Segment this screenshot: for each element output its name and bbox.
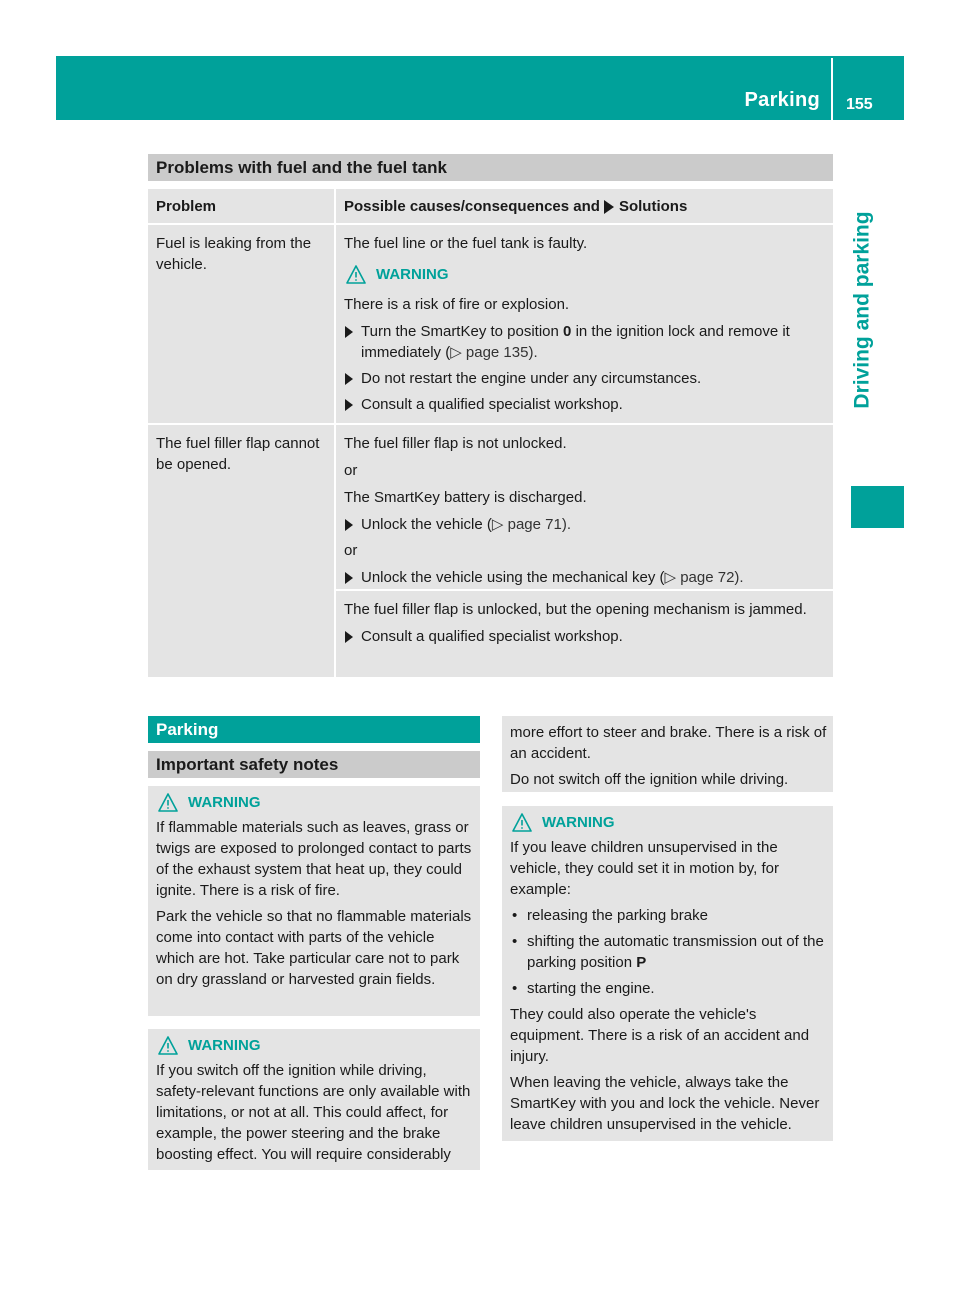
warning-box-2-continued [502,716,833,792]
warning-box-2 [148,1029,480,1170]
col-header-problem-text: Problem [156,197,217,215]
warning-label-1: WARNING [188,794,261,811]
warning-3-bullet-3: • starting the engine. [510,978,827,999]
row1-step2: Do not restart the engine under any circumstances. [344,368,827,389]
fuel-section-title-text: Problems with fuel and the fuel tank [156,158,447,177]
col-header-solutions-text: Possible causes/consequences and [344,197,600,215]
row2-step1 [344,514,827,535]
row1-warning-label: WARNING [376,266,449,283]
warning-3-bullet-1: • releasing the parking brake [510,905,827,926]
row2-problem [148,425,334,677]
warning-2-text-3: Do not switch off the ignition while driving. [510,771,789,788]
row2-solutions-a [336,425,833,589]
col-header-solutions [336,189,833,223]
row1-problem-text: Fuel is leaking from the vehicle. [156,235,312,273]
row2-step2-text: Unlock the vehicle using the mechanical key ( [361,569,665,586]
warning-3-bullet-2 [510,931,827,973]
warning-1-text-1: If flammable materials such as leaves, grass or twigs are exposed to prolonged contact to parts of the exhaust system that heat up, they could ignite. There is a risk of fire. [156,819,472,899]
warning-label-2: WARNING [188,1037,261,1054]
row2-step1-text: Unlock the vehicle ( [361,516,492,533]
fuel-section-title [148,154,833,181]
col-header-solutions-text-2: Solutions [618,197,688,215]
warning-triangle-icon [158,1036,178,1055]
arrow-right-icon [604,200,614,214]
row2-step2 [344,567,827,588]
page-ref-link[interactable]: ▷ page 135). [450,344,538,361]
row1-warning [346,264,827,285]
row2-problem-text: The fuel filler flap cannot be opened. [156,435,320,473]
warning-2-text-2: more effort to steer and brake. There is a risk of an accident. [510,724,827,762]
warning-3-text-1: If you leave children unsupervised in the vehicle, they could set it in motion by, for example: [510,839,780,898]
row1-step3: Consult a qualified specialist workshop. [344,394,827,415]
row1-step1-text: Turn the SmartKey to position [361,323,559,340]
warning-triangle-icon [158,793,178,812]
warning-box-1 [148,786,480,1016]
row2-cause1: The fuel filler flap is not unlocked. [344,435,567,452]
header-divider [831,58,833,120]
safety-notes-title [148,751,480,778]
warning-3-text-3: When leaving the vehicle, always take the SmartKey with you and lock the vehicle. Never leave children unsupervised in the vehicle. [510,1074,820,1133]
chapter-tab [851,486,904,528]
warning-3-bullet-2-text: shifting the automatic transmission out of the parking position [527,933,824,971]
row2-cause2: The SmartKey battery is discharged. [344,489,587,506]
chapter-label [842,140,882,480]
warning-3-text-2: They could also operate the vehicle's equipment. There is a risk of an accident and injury. [510,1006,810,1065]
safety-notes-title-text: Important safety notes [156,755,339,774]
row1-solutions [336,225,833,423]
parking-section-title-text: Parking [156,720,219,739]
row2-or1: or [344,462,358,479]
page-ref-link[interactable]: ▷ page 72). [664,569,744,586]
row1-step1-position: 0 [563,323,572,340]
row2-step3: Consult a qualified specialist workshop. [344,626,827,647]
row2-cause3: The fuel filler flap is unlocked, but the opening mechanism is jammed. [344,601,807,618]
header-title: Parking [744,89,820,111]
page-number: 155 [846,96,873,113]
row1-problem [148,225,334,423]
row1-step1 [344,321,827,363]
warning-triangle-icon [512,813,532,832]
chapter-label-text: Driving and parking [850,211,874,409]
warning-triangle-icon [346,265,366,284]
warning-2-text-1: If you switch off the ignition while driving, safety-relevant functions are only available with limitations, or not at all. This could affect, for example, the power steering and the brake boosting effect. You will require considerably [156,1062,471,1163]
page-ref-link[interactable]: ▷ page 71). [491,516,571,533]
warning-header-3 [512,812,827,833]
row1-cause: The fuel line or the fuel tank is faulty. [344,235,588,252]
warning-box-3 [502,806,833,1141]
row2-or2: or [344,542,358,559]
parking-section-title [148,716,480,743]
warning-1-text-2: Park the vehicle so that no flammable materials come into contact with parts of the vehicle which are hot. Take particular care not to park on dry grassland or harvested grain fields. [156,908,472,988]
col-header-problem [148,189,334,223]
page-header [56,56,904,120]
row1-step1-text-2: in the ignition lock and remove it immediately ( [361,323,790,361]
row1-risk: There is a risk of fire or explosion. [344,296,570,313]
warning-label-3: WARNING [542,814,615,831]
parking-position-label: P [636,954,647,971]
row2-solutions-b [336,591,833,677]
warning-header-1 [158,792,474,813]
warning-header-2 [158,1035,474,1056]
